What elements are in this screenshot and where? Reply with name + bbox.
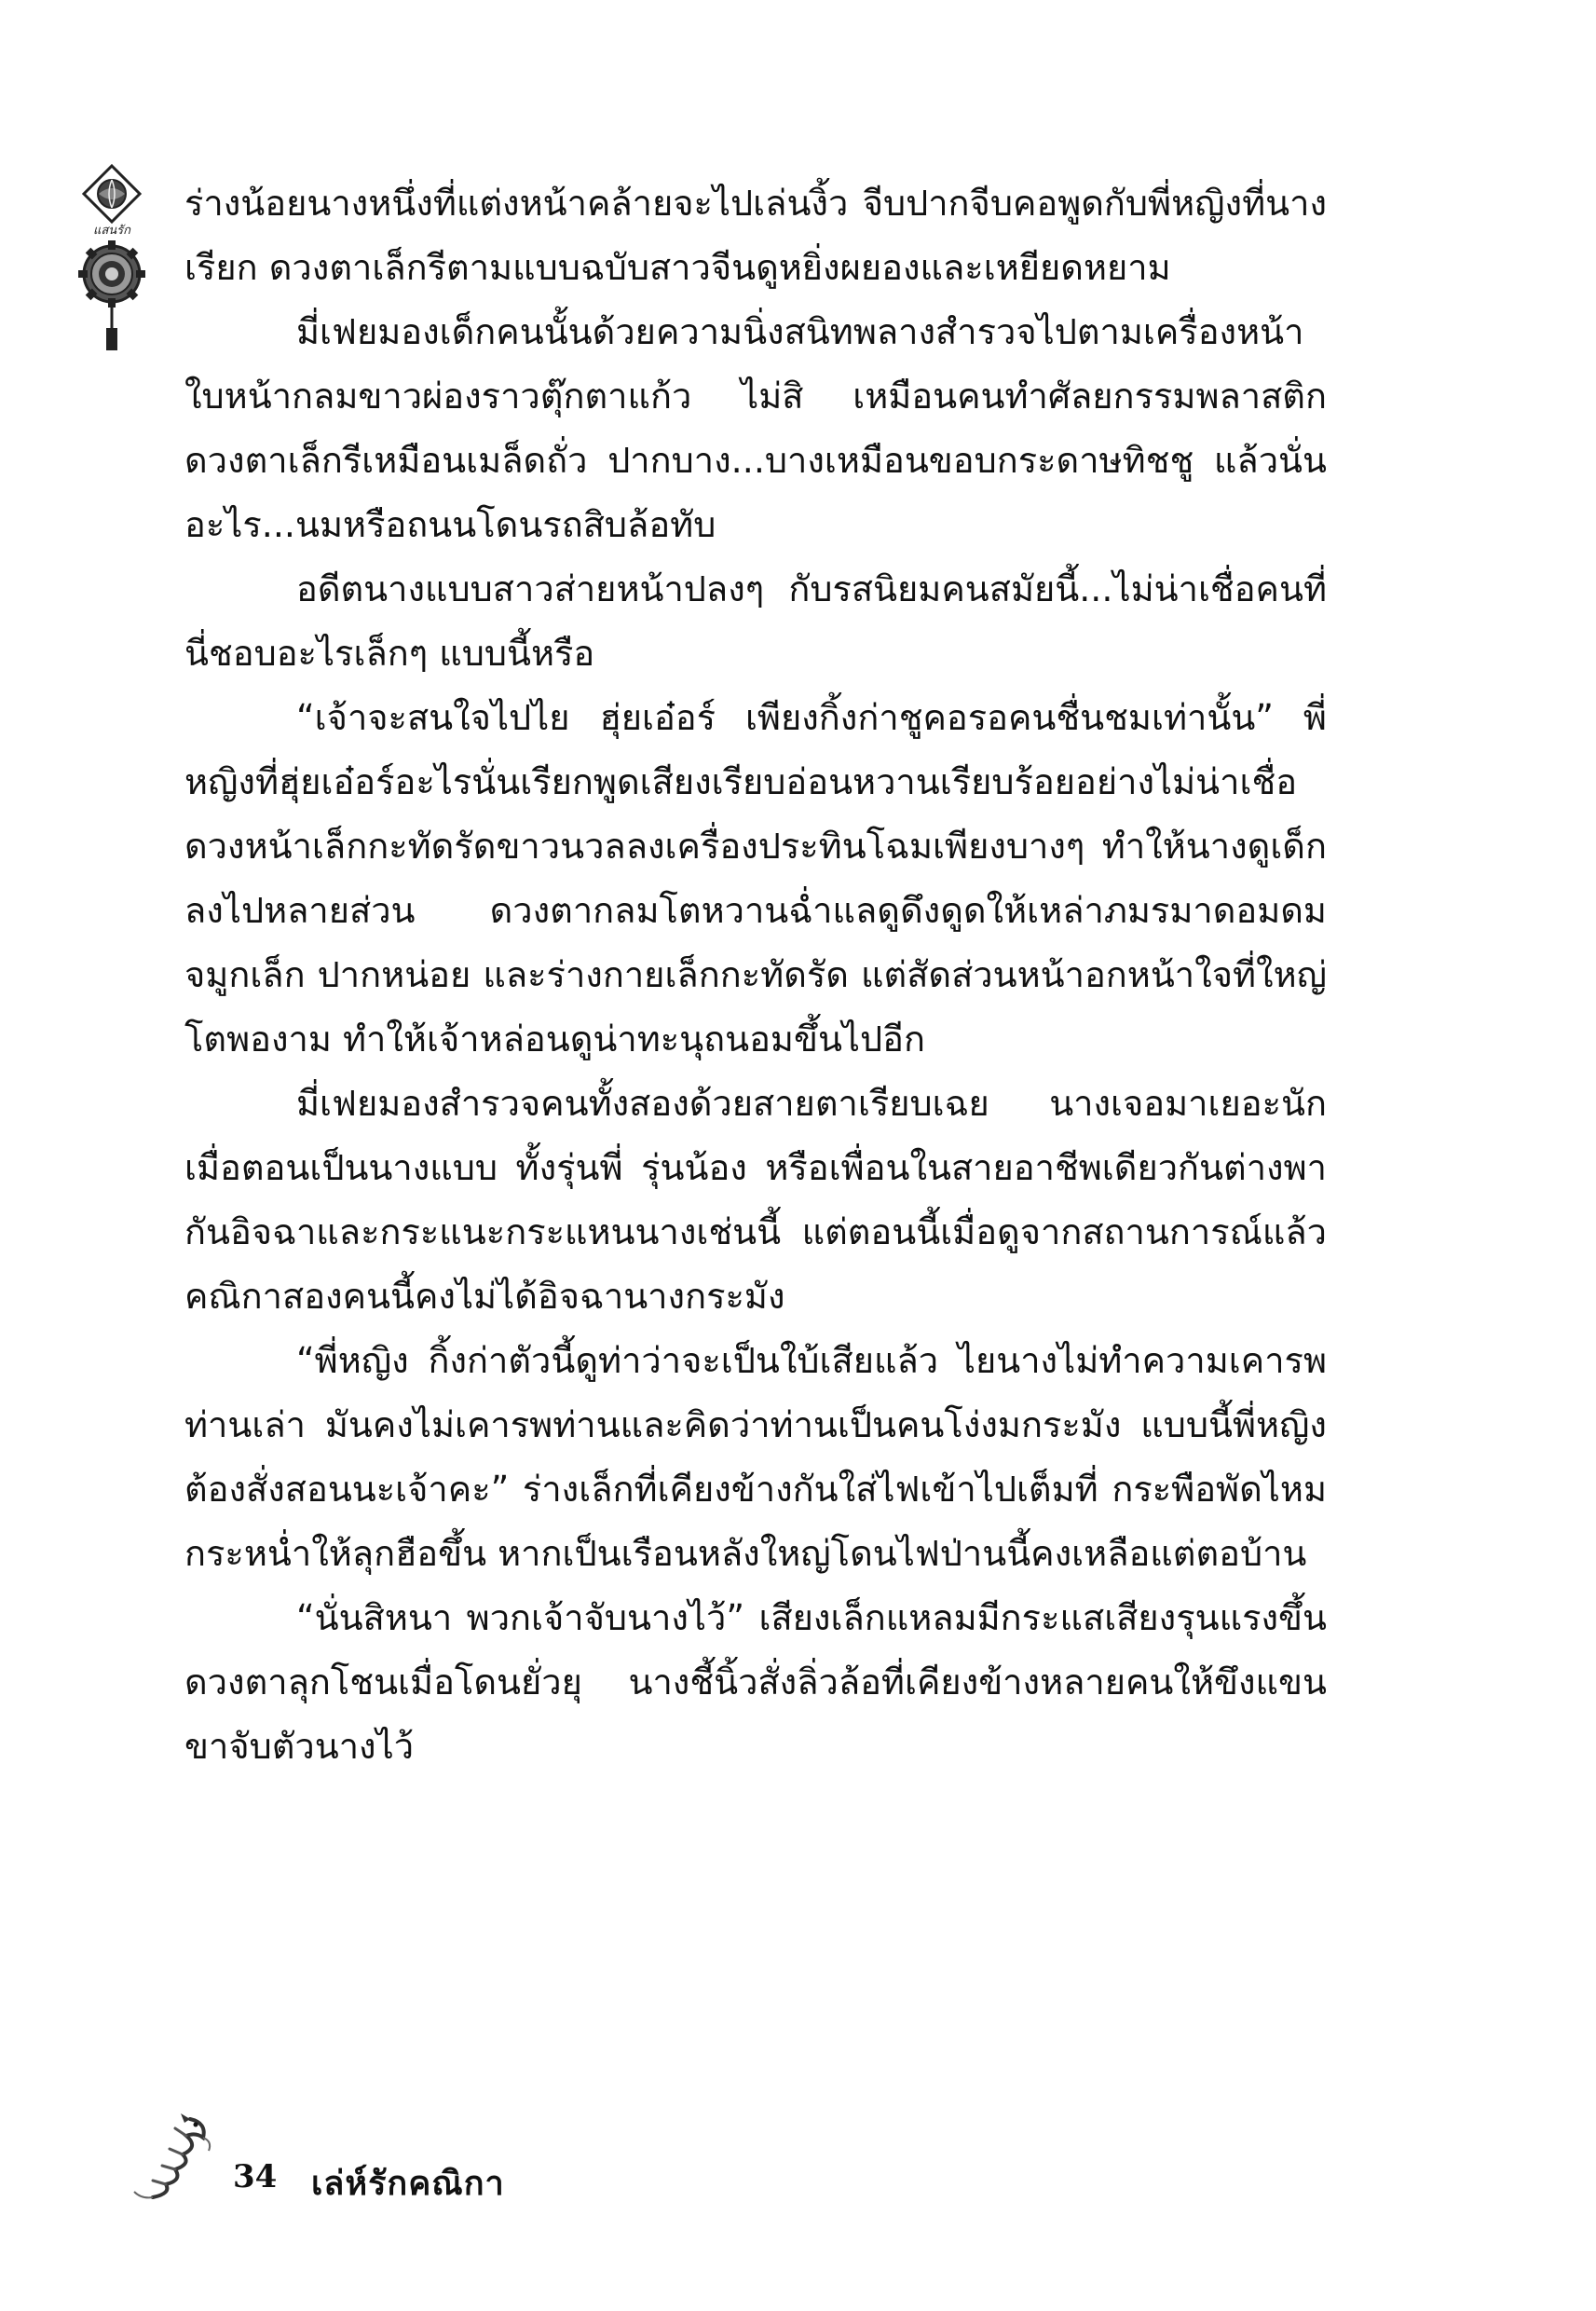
paragraph-4: “เจ้าจะสนใจไปไย ฮุ่ยเอ๋อร์ เพียงกิ้งก่าชูคอรอคนชื่นชมเท่านั้น” พี่หญิงที่ฮุ่ยเอ๋อร์อะไรนั่นเรียกพูดเสียงเรียบอ่อนหวานเรียบร้อยอย่างไม่น่าเชื่อ ดวงหน้าเล็กกะทัดรัดขาวนวลลงเครื่องประทินโฉมเพียงบางๆ ทำให้นางดูเด็กลงไปหลายส่วน ดวงตากลมโตหวานฉ่ำแลดูดึงดูดให้เหล่าภมรมาดอมดม จมูกเล็ก ปากหน่อย และร่างกายเล็กกะทัดรัด แต่สัดส่วนหน้าอกหน้าใจที่ใหญ่โตพองาม ทำให้เจ้าหล่อนดูน่าทะนุถนอมขึ้นไปอีก <box>184 697 1327 1060</box>
paragraph-7: “นั่นสิหนา พวกเจ้าจับนางไว้” เสียงเล็กแหลมมีกระแสเสียงรุนแรงขึ้น ดวงตาลุกโชนเมื่อโดนยั่วยุ นางชี้นิ้วสั่งลิ่วล้อที่เคียงข้างหลายคนให้ขึงแขนขาจับตัวนางไว้ <box>184 1597 1327 1767</box>
paragraph-2: มี่เฟยมองเด็กคนนั้นด้วยความนิ่งสนิทพลางสำรวจไปตามเครื่องหน้า ใบหน้ากลมขาวผ่องราวตุ๊กตาแก้ว ไม่สิ เหมือนคนทำศัลยกรรมพลาสติก ดวงตาเล็กรีเหมือนเมล็ดถั่ว ปากบาง...บางเหมือนขอบกระดาษทิชชู แล้วนั่นอะไร...นมหรือถนนโดนรถสิบล้อทับ <box>184 311 1327 545</box>
publisher-logo-text: แสนรัก <box>92 224 131 238</box>
page-number: 34 <box>233 2158 278 2195</box>
dragon-icon <box>125 2110 214 2203</box>
header-ornament <box>78 164 145 358</box>
body-text <box>184 171 1327 1779</box>
paragraph-3: อดีตนางแบบสาวส่ายหน้าปลงๆ กับรสนิยมคนสมัยนี้...ไม่น่าเชื่อคนที่นี่ชอบอะไรเล็กๆ แบบนี้หรือ <box>184 568 1327 674</box>
paragraph-5: มี่เฟยมองสำรวจคนทั้งสองด้วยสายตาเรียบเฉย นางเจอมาเยอะนักเมื่อตอนเป็นนางแบบ ทั้งรุ่นพี่ รุ่นน้อง หรือเพื่อนในสายอาชีพเดียวกันต่างพากันอิจฉาและกระแนะกระแหนนางเช่นนี้ แต่ตอนนี้เมื่อดูจากสถานการณ์แล้วคณิกาสองคนนี้คงไม่ได้อิจฉานางกระมัง <box>184 1083 1327 1317</box>
ornamental-medallion-icon <box>78 164 145 358</box>
paragraph-6: “พี่หญิง กิ้งก่าตัวนี้ดูท่าว่าจะเป็นใบ้เสียแล้ว ไยนางไม่ทำความเคารพท่านเล่า มันคงไม่เคารพท่านและคิดว่าท่านเป็นคนโง่งมกระมัง แบบนี้พี่หญิงต้องสั่งสอนนะเจ้าคะ” ร่างเล็กที่เคียงข้างกันใส่ไฟเข้าไปเต็มที่ กระพือพัดไหมกระหน่ำให้ลุกฮือขึ้น หากเป็นเรือนหลังใหญ่โดนไฟป่านนี้คงเหลือแต่ตอบ้าน <box>184 1340 1327 1574</box>
running-title: เล่ห์รักคณิกา <box>311 2165 505 2203</box>
paragraph-1: ร่างน้อยนางหนึ่งที่แต่งหน้าคล้ายจะไปเล่นงิ้ว จีบปากจีบคอพูดกับพี่หญิงที่นางเรียก ดวงตาเล็กรีตามแบบฉบับสาวจีนดูหยิ่งผยองและเหยียดหยาม <box>184 183 1327 288</box>
page-footer <box>125 2110 777 2212</box>
